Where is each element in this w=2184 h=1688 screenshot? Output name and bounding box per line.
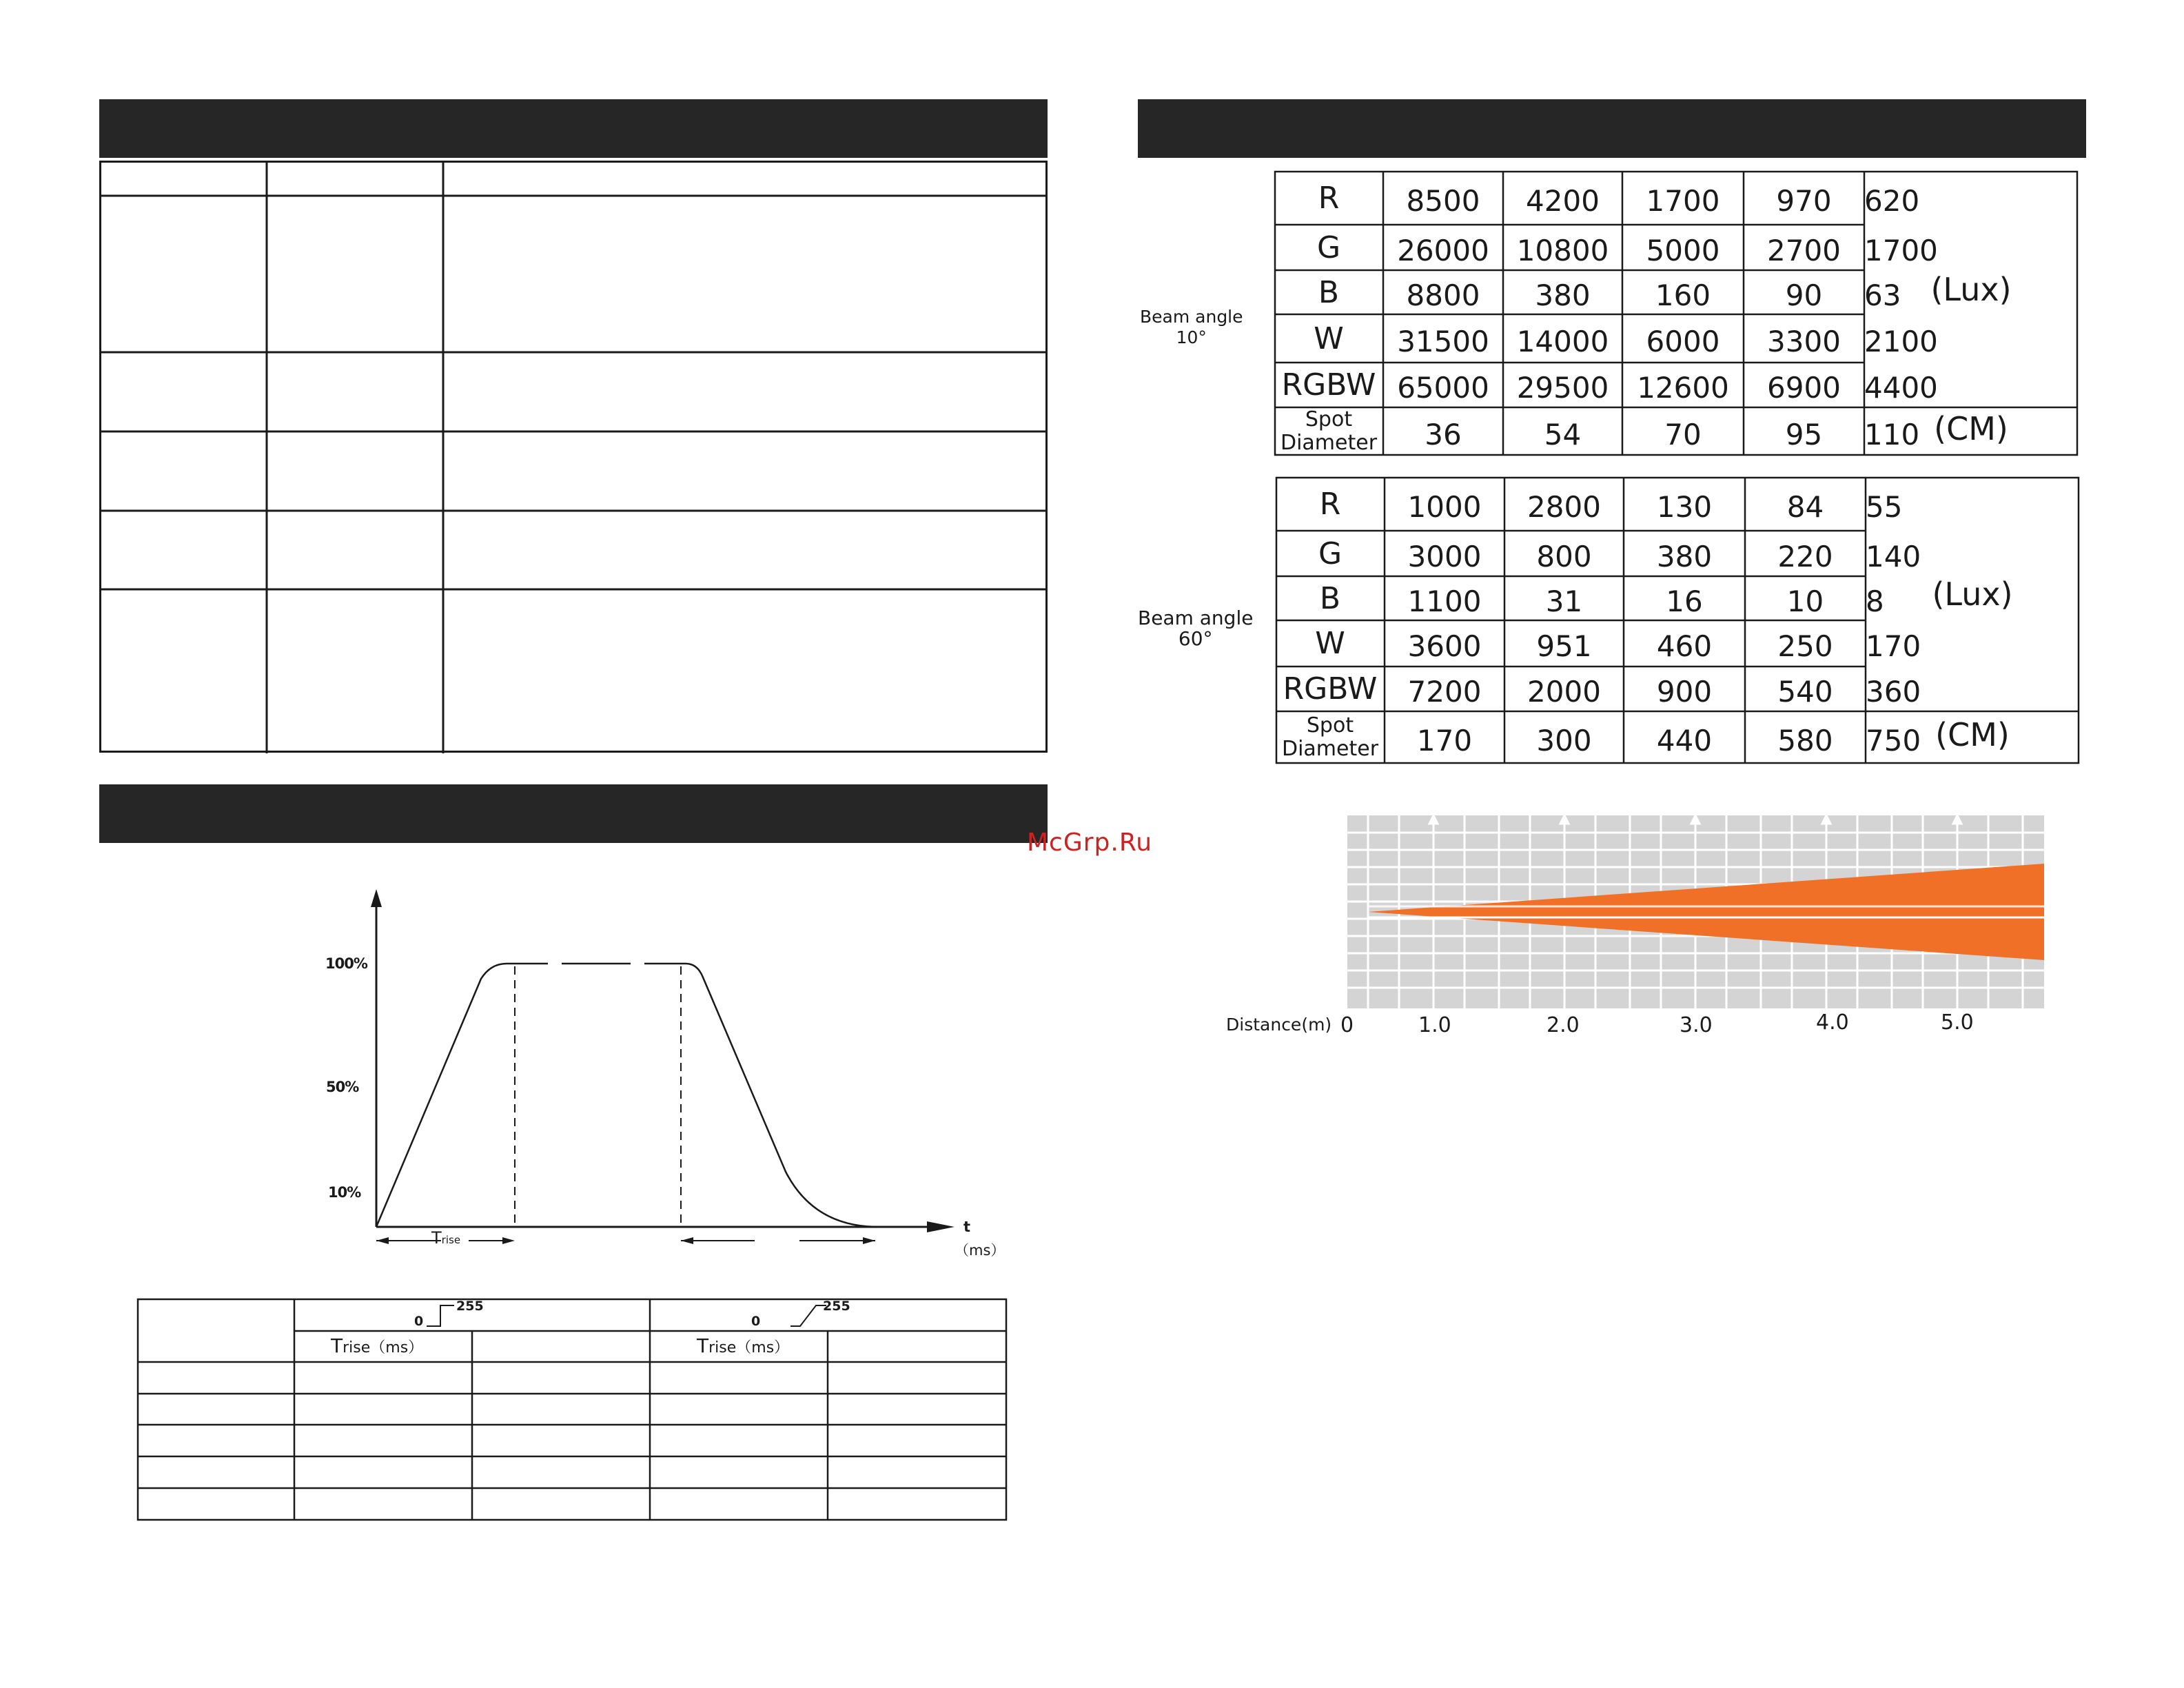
spot-value-cell: 170: [1416, 723, 1473, 757]
lux-row-label: RGBW: [1283, 671, 1378, 706]
lux-value-cell: 90: [1785, 278, 1823, 312]
t-rise-header-1: Trise（ms）: [331, 1334, 424, 1357]
spot-value-cell: 110: [1864, 417, 1920, 451]
lux-row-label: B: [1318, 274, 1340, 310]
lux-value-cell: 29500: [1516, 371, 1609, 405]
lux-value-cell: 140: [1866, 539, 1921, 573]
right-section-header-bar: [1138, 99, 2086, 158]
step-zero-1: 0: [414, 1314, 424, 1329]
lux-value-cell: 55: [1866, 489, 1903, 524]
lux-value-cell: 10800: [1516, 233, 1609, 267]
spot-value-cell: 440: [1656, 723, 1713, 757]
distance-tick-1: 1.0: [1418, 1013, 1451, 1037]
watermark-text: McGrp.Ru: [1027, 828, 1153, 857]
lux-value-cell: 8: [1866, 584, 1884, 618]
lux-value-cell: 6900: [1767, 371, 1841, 405]
spot-label-line-2: Diameter: [1280, 431, 1378, 455]
lux-value-cell: 380: [1656, 539, 1713, 573]
lux-value-cell: 1000: [1407, 489, 1482, 524]
left-section-header-bar-1: [99, 99, 1048, 158]
lux-row-label: R: [1318, 180, 1340, 216]
lux-value-cell: 220: [1777, 539, 1833, 573]
unit-cm: (CM): [1934, 410, 2008, 447]
lux-value-cell: 970: [1776, 183, 1832, 218]
lux-value-cell: 65000: [1397, 371, 1489, 405]
lux-value-cell: 800: [1536, 539, 1592, 573]
lux-value-cell: 1700: [1646, 183, 1720, 218]
lux-value-cell: 460: [1656, 629, 1713, 663]
lux-value-cell: 26000: [1397, 233, 1489, 267]
y-label-10: 10%: [328, 1184, 361, 1201]
spot-label-line-2: Diameter: [1281, 737, 1379, 761]
lux-value-cell: 170: [1866, 629, 1921, 663]
lux-value-cell: 380: [1535, 278, 1591, 312]
lux-value-cell: 14000: [1516, 324, 1609, 358]
lux-value-cell: 7200: [1407, 675, 1482, 709]
beam-angle-label: [1140, 307, 1243, 348]
lux-value-cell: 250: [1777, 629, 1833, 663]
lux-value-cell: 5000: [1646, 233, 1720, 267]
lux-value-cell: 6000: [1646, 324, 1720, 358]
spot-value-cell: 300: [1536, 723, 1592, 757]
lux-value-cell: 130: [1656, 489, 1713, 524]
lux-row-label: R: [1319, 486, 1341, 522]
lux-value-cell: 3600: [1407, 629, 1482, 663]
lux-value-cell: 31: [1545, 584, 1583, 618]
timing-table: [137, 1299, 1007, 1521]
dimming-curve-diagram: [303, 889, 992, 1275]
distance-tick-4: 4.0: [1816, 1010, 1849, 1035]
t-rise-label: Trise: [431, 1228, 461, 1248]
x-axis-label-t: t: [963, 1219, 971, 1235]
spot-value-cell: 750: [1866, 723, 1921, 757]
lux-value-cell: 4200: [1526, 183, 1600, 218]
y-label-50: 50%: [326, 1079, 359, 1095]
beam-angle-label: [1138, 608, 1253, 649]
beam-angle-value: 60°: [1178, 627, 1213, 650]
spot-value-cell: 36: [1425, 417, 1462, 451]
step-max-2: 255: [823, 1299, 850, 1314]
lux-value-cell: 160: [1655, 278, 1711, 312]
lux-value-cell: 540: [1777, 675, 1833, 709]
lux-row-label: G: [1318, 536, 1343, 571]
lux-value-cell: 2700: [1767, 233, 1841, 267]
lux-value-cell: 8800: [1406, 278, 1480, 312]
lux-value-cell: 8500: [1406, 183, 1480, 218]
lux-value-cell: 4400: [1864, 371, 1938, 405]
unit-lux: (Lux): [1930, 270, 2012, 308]
lux-value-cell: 2000: [1527, 675, 1601, 709]
unit-lux: (Lux): [1932, 576, 2013, 613]
distance-axis-label: Distance(m): [1226, 1015, 1332, 1035]
lux-value-cell: 2800: [1527, 489, 1601, 524]
spot-diameter-label: [1274, 407, 1383, 456]
y-label-100: 100%: [325, 955, 367, 972]
lux-value-cell: 16: [1666, 584, 1703, 618]
lux-value-cell: 3000: [1407, 539, 1482, 573]
lux-value-cell: 31500: [1397, 324, 1489, 358]
lux-row-label: RGBW: [1281, 367, 1376, 403]
lux-row-label: W: [1314, 321, 1344, 356]
left-section-header-bar-2: [99, 784, 1048, 843]
lux-value-cell: 12600: [1637, 371, 1729, 405]
spot-value-cell: 70: [1664, 417, 1702, 451]
beam-angle-text: Beam angle: [1140, 307, 1243, 327]
unit-cm: (CM): [1935, 716, 2010, 753]
distance-beam-chart: [1347, 815, 2044, 1008]
t-rise-header-2: Trise（ms）: [697, 1334, 790, 1357]
beam-angle-value: 10°: [1176, 327, 1207, 347]
lux-value-cell: 900: [1656, 675, 1713, 709]
lux-value-cell: 1100: [1407, 584, 1482, 618]
distance-tick-0: 0: [1340, 1013, 1354, 1037]
spot-value-cell: 95: [1785, 417, 1823, 451]
spec-table: [99, 161, 1048, 753]
spot-value-cell: 54: [1544, 417, 1582, 451]
spot-value-cell: 580: [1777, 723, 1833, 757]
lux-value-cell: 63: [1864, 278, 1901, 312]
lux-value-cell: 10: [1786, 584, 1824, 618]
beam-angle-text: Beam angle: [1138, 607, 1254, 629]
spot-diameter-label: [1276, 711, 1385, 764]
lux-value-cell: 951: [1536, 629, 1592, 663]
lux-value-cell: 1700: [1864, 233, 1938, 267]
spot-label-line-1: Spot: [1305, 407, 1353, 431]
lux-row-label: B: [1319, 580, 1341, 616]
lux-value-cell: 360: [1866, 675, 1921, 709]
lux-value-cell: 2100: [1864, 324, 1938, 358]
lux-value-cell: 3300: [1767, 324, 1841, 358]
lux-value-cell: 620: [1864, 183, 1920, 218]
distance-tick-5: 5.0: [1941, 1010, 1974, 1035]
x-axis-unit: （ms）: [955, 1242, 1006, 1259]
distance-tick-2: 2.0: [1547, 1013, 1580, 1037]
distance-tick-3: 3.0: [1680, 1013, 1713, 1037]
spot-label-line-1: Spot: [1306, 713, 1354, 738]
lux-row-label: G: [1316, 230, 1341, 265]
lux-row-label: W: [1315, 626, 1345, 661]
lux-value-cell: 84: [1786, 489, 1824, 524]
step-max-1: 255: [456, 1299, 484, 1314]
step-zero-2: 0: [751, 1314, 761, 1329]
